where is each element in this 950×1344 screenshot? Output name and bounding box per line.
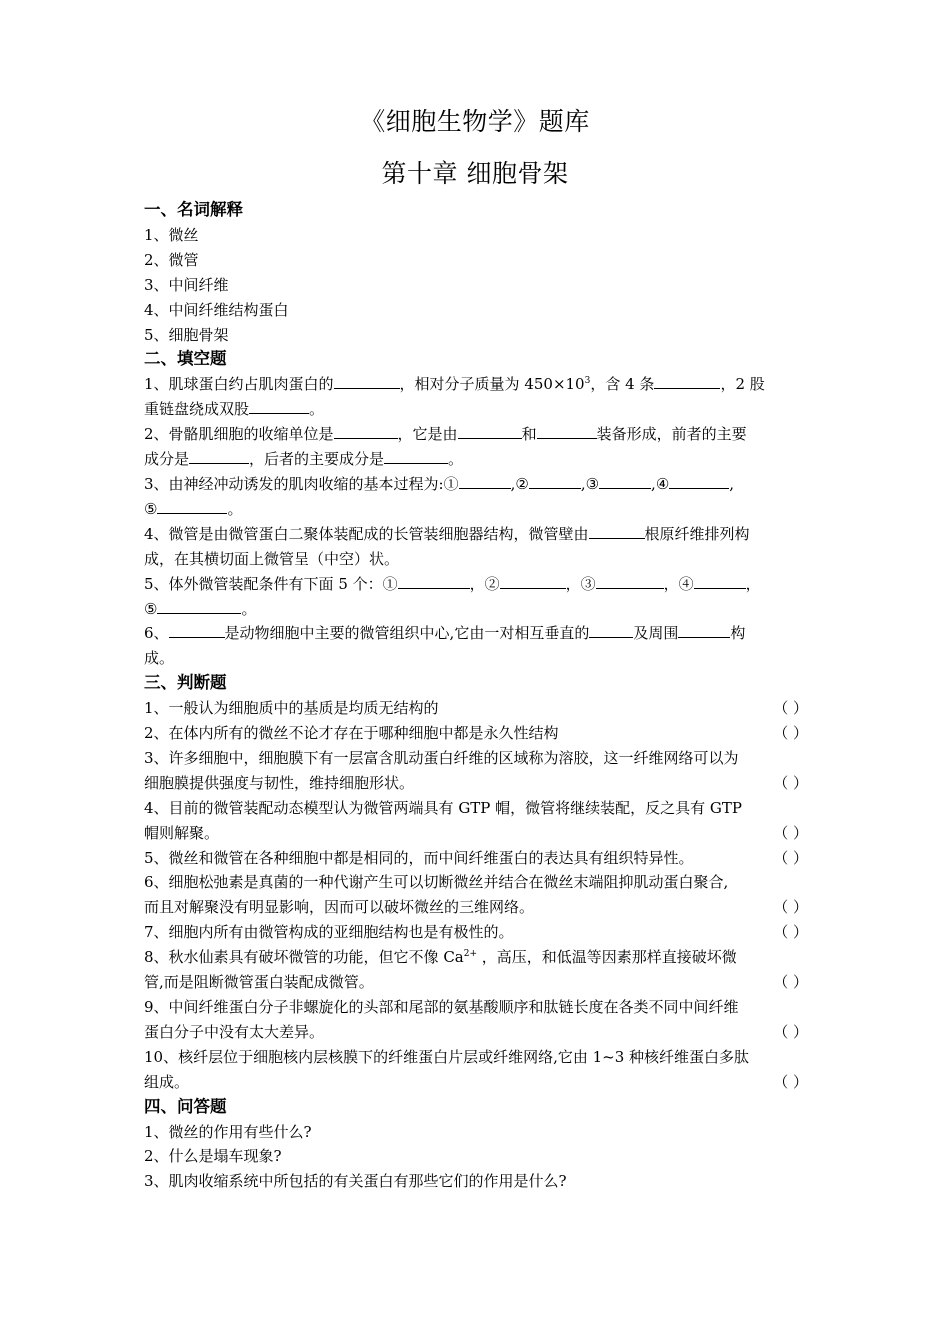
answer-blank[interactable] [249,399,309,414]
question-text: ⑤ [144,599,158,618]
question-text: 构 [730,624,746,643]
answer-parentheses[interactable]: （ ） [773,923,808,942]
answer-blank[interactable] [537,424,597,439]
answer-blank[interactable] [157,599,241,614]
question-text: 1、肌球蛋白约占肌肉蛋白的 [144,375,334,394]
question-text: 成分是 [144,450,190,469]
answer-parentheses[interactable]: （ ） [773,823,808,842]
fill-question-4 [144,522,808,547]
question-text: ，2 股 [720,375,765,394]
question-text: 装备形成，前者的主要 [596,425,747,444]
answer-blank[interactable] [459,474,511,489]
question-text: 7、细胞内所有由微管构成的亚细胞结构也是有极性的。 [144,923,514,942]
question-text: 管,而是阻断微管蛋白装配成微管。 [144,973,374,992]
question-text: 4、微管是由微管蛋白二聚体装配成的长管装细胞器结构，微管壁由 [144,524,589,543]
judge-question-9-cont [144,1020,808,1045]
question-text: 根原纤维排列构 [644,524,750,543]
judge-question-3: 3、许多细胞中，细胞膜下有一层富含肌动蛋白纤维的区域称为溶胶，这一纤维网络可以为 [144,748,739,767]
question-text: 8、秋水仙素具有破坏微管的功能，但它不像 Ca [144,948,464,967]
chapter-title: 第十章 细胞骨架 [381,159,569,188]
answer-blank[interactable] [596,574,664,589]
answer-parentheses[interactable]: （ ） [773,699,808,718]
answer-blank[interactable] [334,374,400,389]
term-item: 3、中间纤维 [144,275,229,294]
qa-item: 1、微丝的作用有些什么? [144,1122,312,1141]
judge-question-8-cont [144,970,808,995]
answer-parentheses[interactable]: （ ） [773,1072,808,1091]
judge-question-10-cont [144,1070,808,1095]
answer-blank[interactable] [500,574,566,589]
answer-parentheses[interactable]: （ ） [773,898,808,917]
question-text: 。 [241,599,257,618]
judge-question-7 [144,920,808,945]
question-text: ,③ [580,474,600,493]
section-heading-qa: 四、问答题 [144,1096,227,1116]
question-text: 而且对解聚没有明显影响，因而可以破坏微丝的三维网络。 [144,898,535,917]
judge-question-6: 6、细胞松弛素是真菌的一种代谢产生可以切断微丝并结合在微丝末端阻抑肌动蛋白聚合, [144,873,729,892]
answer-blank[interactable] [669,474,729,489]
document-title: 《细胞生物学》题库 [360,107,590,136]
judge-question-10: 10、核纤层位于细胞核内层核膜下的纤维蛋白片层或纤维网络,它由 1~3 种核纤维蛋白多肽 [144,1047,750,1066]
judge-question-8 [144,945,808,970]
answer-parentheses[interactable]: （ ） [773,773,808,792]
judge-question-6-cont [144,895,808,920]
section-heading-judge: 三、判断题 [144,673,227,693]
question-text: ，② [469,574,500,593]
answer-blank[interactable] [678,623,730,638]
fill-question-2 [144,422,808,447]
superscript: 2+ [463,949,478,960]
fill-question-6-cont: 成。 [144,649,175,668]
qa-item: 3、肌肉收缩系统中所包括的有关蛋白有那些它们的作用是什么? [144,1172,567,1191]
answer-blank[interactable] [169,623,225,638]
question-text: 2、在体内所有的微丝不论才存在于哪种细胞中都是永久性结构 [144,724,559,743]
question-text: ，高压，和低温等因素那样直接破坏微 [477,948,737,967]
question-text: 6、 [144,624,169,643]
qa-item: 2、什么是塌车现象? [144,1147,282,1166]
fill-question-1-cont [144,397,808,422]
question-text: ，它是由 [397,425,458,444]
answer-blank[interactable] [384,449,448,464]
answer-blank[interactable] [589,524,645,539]
question-text: , [729,474,735,493]
question-text: ，③ [565,574,596,593]
answer-blank[interactable] [189,449,249,464]
fill-question-1 [144,372,808,397]
question-text: 和 [521,425,537,444]
question-text: 是动物细胞中主要的微管组织中心,它由一对相互垂直的 [224,624,590,643]
question-text: 帽则解聚。 [144,823,220,842]
question-text: ， [745,574,761,593]
question-text: 1、一般认为细胞质中的基质是均质无结构的 [144,699,439,718]
term-item: 2、微管 [144,250,199,269]
answer-blank[interactable] [529,474,581,489]
question-text: 及周围 [633,624,679,643]
fill-question-5-cont [144,597,808,622]
fill-question-6 [144,621,808,646]
question-text: 。 [448,450,464,469]
question-text: ，相对分子质量为 450×10 [399,375,585,394]
question-text: 细胞膜提供强度与韧性，维持细胞形状。 [144,773,415,792]
judge-question-1 [144,696,808,721]
document-body [144,198,808,1194]
fill-question-3-cont [144,497,808,522]
answer-blank[interactable] [157,499,227,514]
answer-parentheses[interactable]: （ ） [773,848,808,867]
fill-question-5 [144,572,808,597]
answer-parentheses[interactable]: （ ） [773,973,808,992]
question-text: 。 [227,499,243,518]
judge-question-2 [144,721,808,746]
superscript: 3 [584,376,591,387]
answer-blank[interactable] [589,623,633,638]
answer-blank[interactable] [398,574,470,589]
question-text: 组成。 [144,1072,190,1091]
term-item: 4、中间纤维结构蛋白 [144,300,289,319]
judge-question-9: 9、中间纤维蛋白分子非螺旋化的头部和尾部的氨基酸顺序和肽链长度在各类不同中间纤维 [144,998,739,1016]
judge-question-5 [144,846,808,871]
question-text: 重链盘绕成双股 [144,400,250,419]
answer-blank[interactable] [694,574,746,589]
judge-question-4: 4、目前的微管装配动态模型认为微管两端具有 GTP 帽，微管将继续装配，反之具有 GTP [144,798,743,817]
term-item: 5、细胞骨架 [144,325,229,344]
question-text: ,② [510,474,529,493]
fill-question-3 [144,472,808,497]
answer-blank[interactable] [458,424,522,439]
question-text: 5、微丝和微管在各种细胞中都是相同的，而中间纤维蛋白的表达具有组织特异性。 [144,848,694,867]
question-text: ，后者的主要成分是 [249,450,385,469]
fill-question-2-cont [144,447,808,472]
answer-parentheses[interactable]: （ ） [773,724,808,743]
answer-blank[interactable] [599,474,651,489]
question-text: ,④ [651,474,670,493]
section-heading-terms: 一、名词解释 [144,200,243,219]
fill-question-4-cont: 成，在其横切面上微管呈（中空）状。 [144,549,400,568]
question-text: ，④ [663,574,694,593]
question-text: ⑤ [144,499,158,518]
judge-question-3-cont [144,771,808,796]
question-text: 蛋白分子中没有太大差异。 [144,1022,325,1041]
question-text: 5、体外微管装配条件有下面 5 个：① [144,574,398,593]
answer-blank[interactable] [654,374,720,389]
judge-question-4-cont [144,821,808,846]
term-item: 1、微丝 [144,225,199,244]
question-text: ，含 4 条 [590,375,655,394]
question-text: 3、由神经冲动诱发的肌肉收缩的基本过程为:① [144,474,459,493]
section-heading-fill: 二、填空题 [144,349,227,369]
answer-blank[interactable] [334,424,398,439]
question-text: 2、骨骼肌细胞的收缩单位是 [144,425,334,444]
question-text: 。 [309,400,325,419]
answer-parentheses[interactable]: （ ） [773,1022,808,1041]
